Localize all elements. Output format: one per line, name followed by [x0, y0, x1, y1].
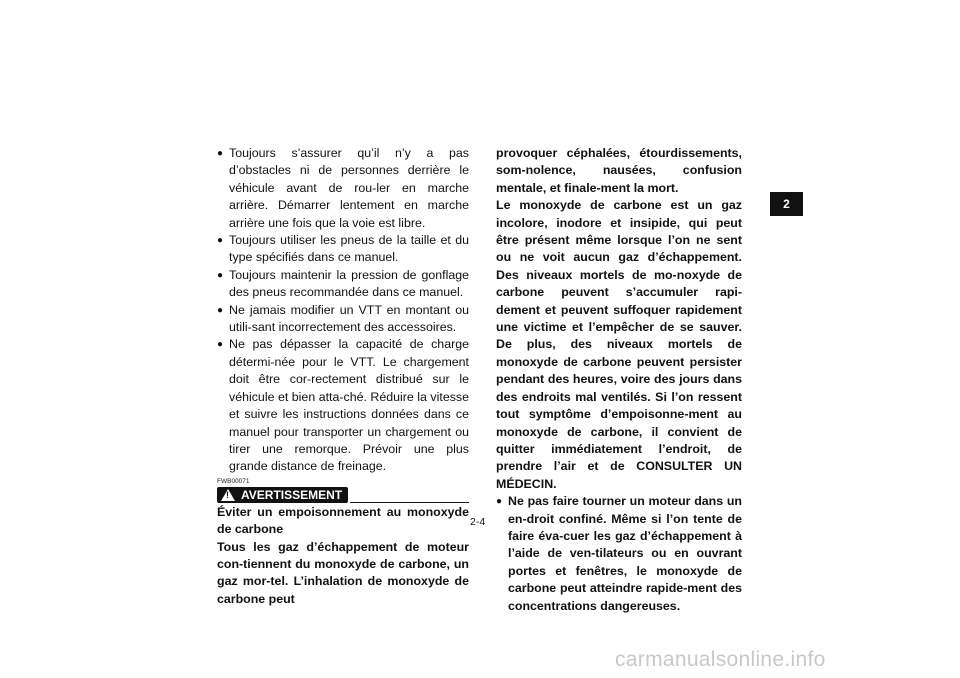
- list-item: [496, 493, 742, 615]
- warning-heading: Éviter un empoisonnement au monoxyde de carbone: [217, 504, 469, 537]
- list-item: [217, 145, 469, 232]
- warning-text: Tous les gaz d’échappement de moteur con-tiennent du monoxyde de carbone, un gaz mor-tel. L’inhalation de monoxyde de carbone peut: [217, 539, 469, 606]
- list-item-text: Toujours maintenir la pression de gonflage des pneus recommandée dans ce manuel.: [229, 267, 469, 300]
- warning-code: FWB00071: [217, 477, 250, 485]
- list-item-text: Ne pas dépasser la capacité de charge détermi-née pour le VTT. Le chargement doit être cor-rectement distribué sur le véhicule et bien atta-ché. Réduire la vitesse et suivre les instructions données dans ce manuel pour transporter un chargement ou tirer une remorque. Prévoir une plus grande distance de freinage.: [229, 337, 469, 474]
- warning-header: [217, 486, 469, 504]
- list-item-text: Toujours utiliser les pneus de la taille et du type spécifiés dans ce manuel.: [229, 233, 469, 265]
- bullet-icon: ●: [217, 235, 224, 247]
- list-item: [217, 267, 469, 302]
- warning-rule: [350, 487, 469, 503]
- section-tab: 2: [770, 192, 803, 216]
- bullet-icon: ●: [217, 148, 224, 159]
- watermark: carmanualsonline.info: [615, 648, 826, 671]
- bullet-icon: ●: [217, 339, 224, 351]
- bullet-icon: ●: [496, 496, 503, 508]
- bullet-icon: ●: [217, 304, 224, 316]
- warning-paragraph: Le monoxyde de carbone est un gaz incolore, inodore et insipide, qui peut être présent même lorsque l’on ne sent ou ne voit aucun gaz d’échappement. Des niveaux mortels de mo-noxyde de carbone peuvent s’accumuler rapi-dement et peuvent suffoquer rapidement une victime et l’empêcher de se sauver. De plus, des niveaux mortels de monoxyde de carbone peuvent persister pendant des heures, voire des jours dans des endroits mal ventilés. Si l’on ressent tout symptôme d’empoisonne-ment au monoxyde de carbone, il convient de quitter immédiatement l’endroit, de prendre l’air et de CONSULTER UN MÉDECIN.: [496, 198, 742, 491]
- warning-triangle-icon: !: [221, 489, 235, 501]
- warning-label: AVERTISSEMENT: [241, 487, 343, 502]
- list-item: [217, 302, 469, 337]
- left-column: [217, 145, 469, 608]
- bullet-icon: ●: [217, 269, 224, 281]
- list-item-text: Ne pas faire tourner un moteur dans un en-droit confiné. Même si l’on tente de faire éva-cuer les gaz d’échappement à l’aide de ven-tilateurs ou en ouvrant portes et fenêtres, le monoxyde de carbone peut atteindre rapide-ment des concentrations dangereuses.: [508, 494, 742, 613]
- warning-text-continued: provoquer céphalées, étourdissements, som-nolence, nausées, confusion mentale, et finale-ment la mort.: [496, 146, 742, 195]
- warning-label-box: [217, 487, 348, 503]
- right-column: [496, 145, 742, 615]
- list-item: [217, 232, 469, 267]
- list-item: [217, 336, 469, 475]
- list-item-text: Ne jamais modifier un VTT en montant ou utili-sant incorrectement des accessoires.: [229, 302, 469, 335]
- list-item-text: Toujours s’assurer qu’il n’y a pas d’obstacles ni de personnes derrière le véhicule avant de rou-ler en marche arrière. Démarrer lentement en marche arrière une fois que la voie est libre.: [229, 146, 469, 230]
- page-number: 2-4: [470, 516, 486, 528]
